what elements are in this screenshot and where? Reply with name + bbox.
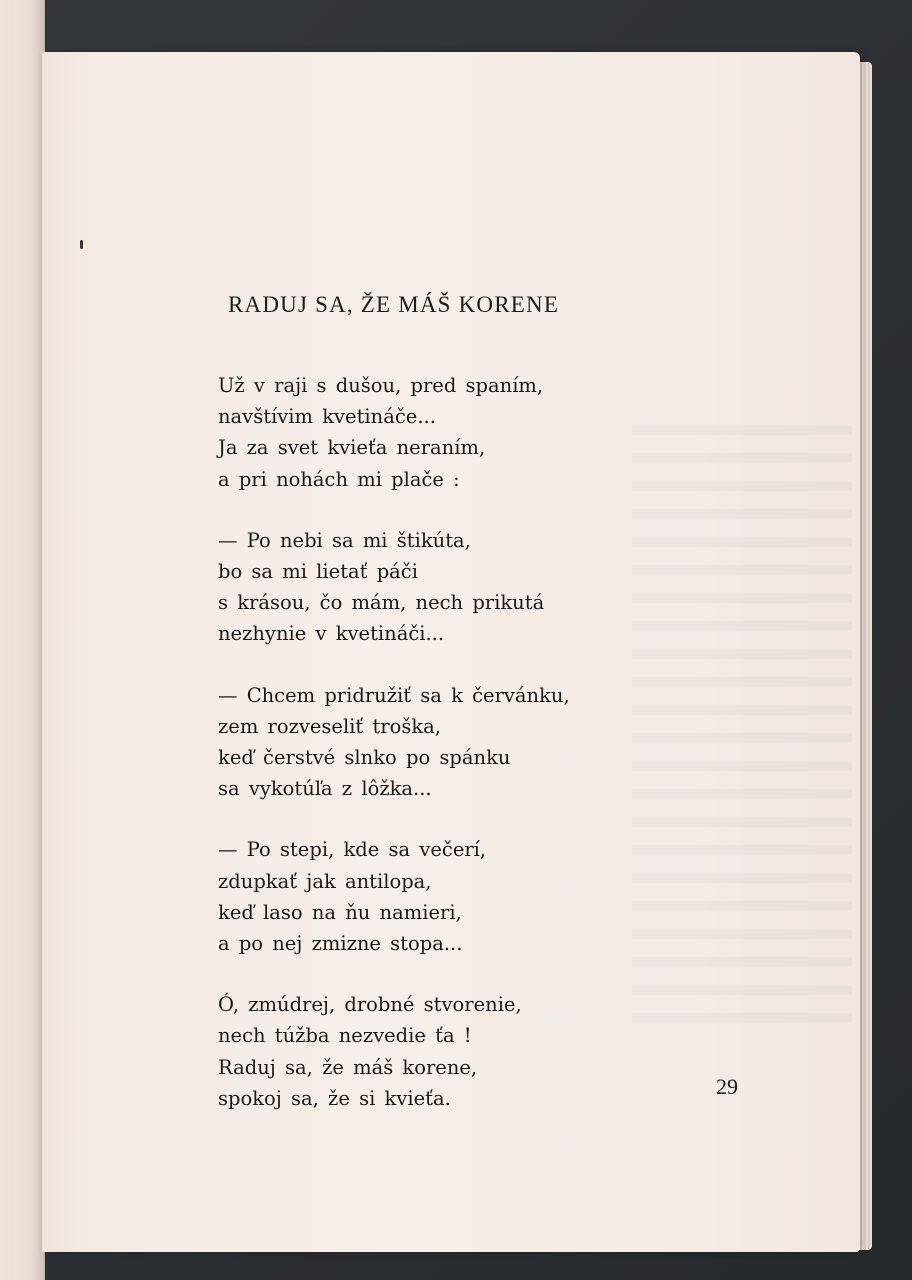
stanza-1 [218, 370, 570, 495]
poem-line: zdupkať jak antilopa, [218, 869, 432, 893]
stanza-5 [218, 989, 570, 1114]
poem-line: — Po nebi sa mi štikúta, [218, 528, 471, 552]
poem-line: a pri nohách mi plače : [218, 467, 460, 491]
poem-line: a po nej zmizne stopa... [218, 932, 463, 956]
poem-line: — Po stepi, kde sa večerí, [218, 838, 487, 862]
book-page [42, 52, 860, 1252]
poem-line: keď laso na ňu namieri, [218, 900, 462, 924]
poem-title: RADUJ SA, ŽE MÁŠ KORENE [228, 292, 560, 317]
poem-line: Ja za svet kvieťa neraním, [218, 436, 486, 460]
show-through-text [632, 412, 852, 1032]
poem-line: nezhynie v kvetináči... [218, 622, 445, 646]
poem-line: navštívim kvetináče... [218, 405, 436, 429]
poem-body [218, 370, 570, 1144]
poem-line: bo sa mi lietať páči [218, 560, 418, 584]
poem-line: spokoj sa, že si kvieťa. [218, 1086, 451, 1110]
poem-line: Už v raji s dušou, pred spaním, [218, 374, 544, 397]
stanza-2 [218, 525, 570, 650]
stanza-3 [218, 680, 570, 805]
poem-line: zem rozveseliť troška, [218, 714, 441, 738]
stanza-4 [218, 834, 570, 959]
poem-line: nech túžba nezvedie ťa ! [218, 1024, 472, 1048]
left-page-edge [0, 0, 45, 1280]
poem-line: sa vykotúľa z lôžka... [218, 777, 432, 801]
page-number: 29 [716, 1074, 738, 1099]
poem-line: keď čerstvé slnko po spánku [218, 746, 511, 770]
poem-line: s krásou, čo mám, nech prikutá [218, 591, 545, 615]
page-mark [80, 240, 83, 249]
poem-line: Raduj sa, že máš korene, [218, 1055, 478, 1079]
poem-line: — Chcem pridružiť sa k červánku, [218, 683, 570, 707]
poem-line: Ó, zmúdrej, drobné stvorenie, [218, 993, 522, 1017]
